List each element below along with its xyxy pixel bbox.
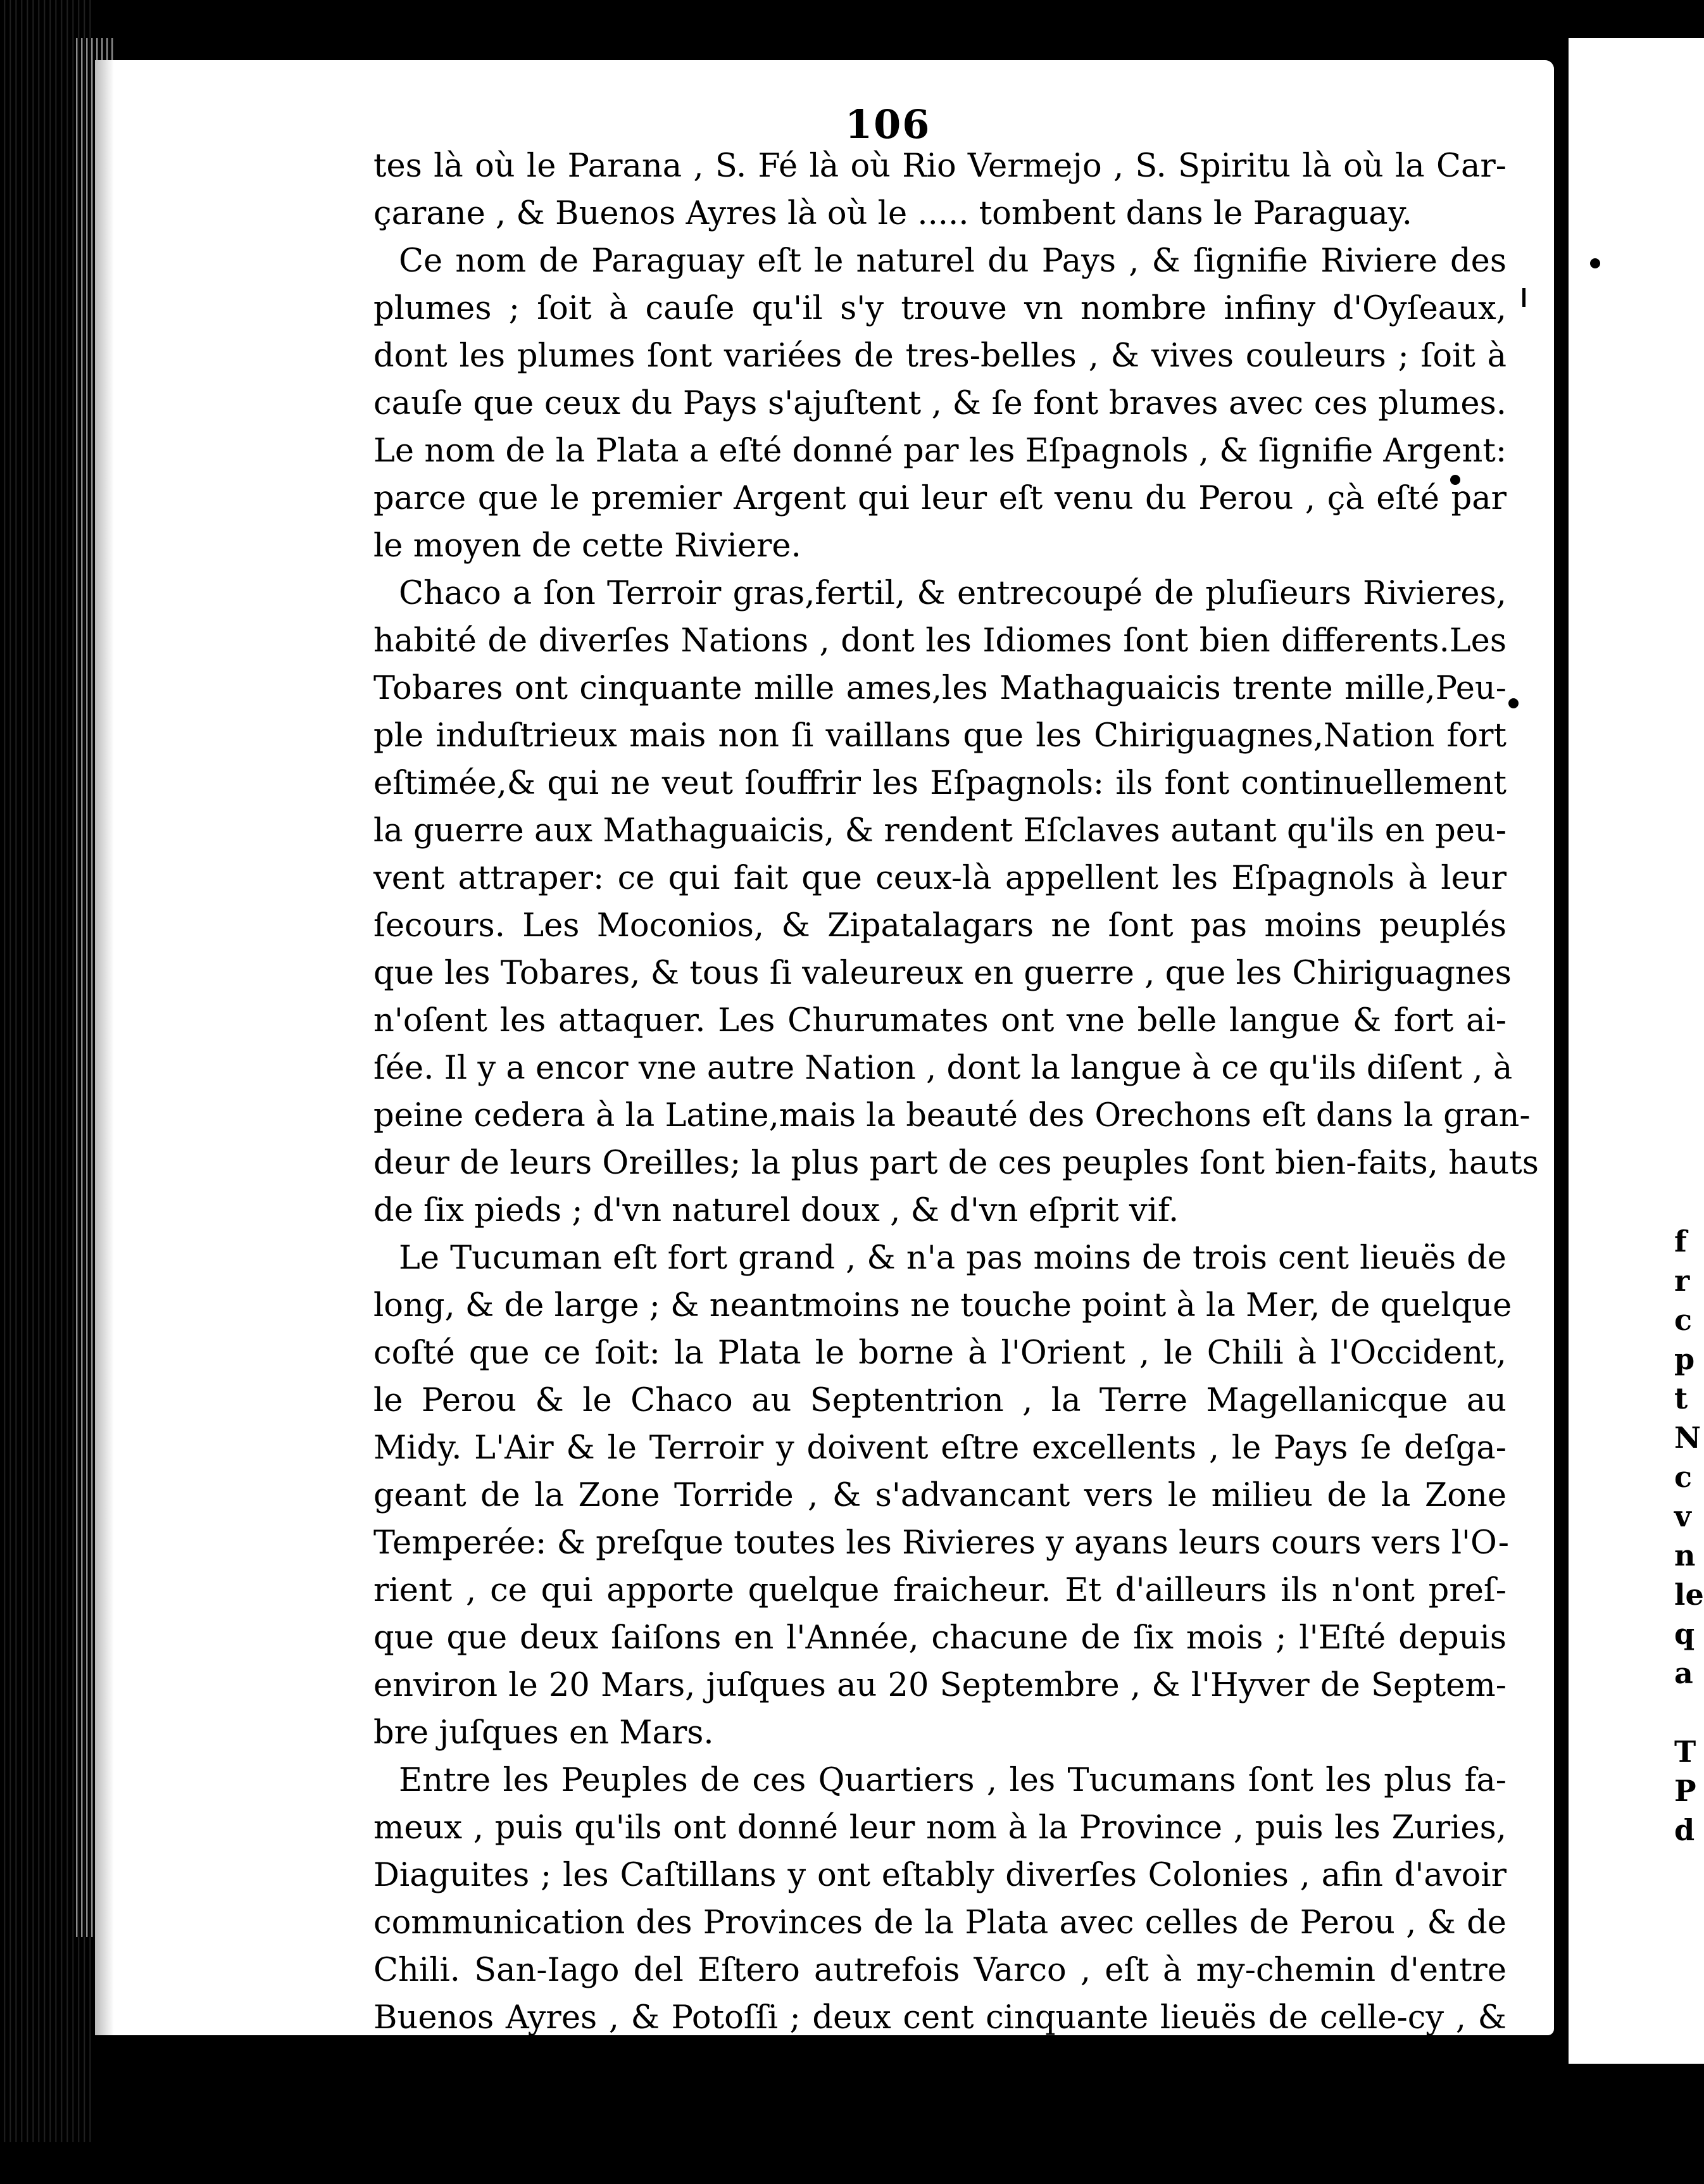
page-gutter-shadow <box>95 60 114 2035</box>
right-page-glyph: t <box>1674 1381 1688 1415</box>
right-page-glyph: N <box>1674 1421 1701 1455</box>
right-page-glyph: n <box>1674 1538 1696 1572</box>
text-line: plumes ; ſoit à cauſe qu'il s'y trouve vn nombre infiny d'Oyſeaux, <box>373 290 1507 327</box>
right-page-glyph: r <box>1674 1264 1690 1298</box>
right-page-glyph: le <box>1674 1578 1704 1612</box>
text-line: Buenos Ayres , & Potoſſi ; deux cent cinquante lieuës de celle-cy , & <box>373 1999 1507 2037</box>
text-line: Diaguites ; les Caſtillans y ont eſtably diverſes Colonies , afin d'avoir <box>373 1857 1507 1894</box>
page-number: 106 <box>845 101 931 147</box>
right-page-glyph: p <box>1674 1342 1695 1376</box>
text-line: environ le 20 Mars, juſques au 20 Septembre , & l'Hyver de Septem- <box>373 1667 1507 1704</box>
text-line: que les Tobares, & tous ſi valeureux en guerre , que les Chiriguagnes <box>373 955 1512 992</box>
text-line: deur de leurs Oreilles; la plus part de ces peuples ſont bien-faits, hauts <box>373 1145 1539 1182</box>
text-line: tes là où le Parana , S. Fé là où Rio Vermejo , S. Spiritu là où la Car- <box>373 147 1507 185</box>
text-line: Chili. San-Iago del Eſtero autrefois Varco , eſt à my-chemin d'entre <box>373 1952 1507 1989</box>
right-page-glyph: c <box>1674 1303 1693 1337</box>
right-page-glyph: P <box>1674 1774 1696 1808</box>
text-line: le moyen de cette Riviere. <box>373 527 801 565</box>
text-line: geant de la Zone Torride , & s'advancant vers le milieu de la Zone <box>373 1477 1507 1514</box>
right-page-glyph <box>1674 1693 1700 1732</box>
text-line: le Perou & le Chaco au Septentrion , la Terre Magellanicque au <box>373 1382 1507 1419</box>
text-line: Chaco a ſon Terroir gras,fertil, & entrecoupé de pluſieurs Rivieres, <box>399 575 1507 612</box>
text-line: la guerre aux Mathaguaicis, & rendent Eſclaves autant qu'ils en peu- <box>373 812 1507 850</box>
text-line: meux , puis qu'ils ont donné leur nom à la Province , puis les Zuries, <box>373 1809 1507 1847</box>
text-line: coſté que ce ſoit: la Plata le borne à l'Orient , le Chili à l'Occident, <box>373 1334 1507 1372</box>
body-text <box>373 142 1539 2184</box>
text-line: rient , ce qui apporte quelque fraicheur. Et d'ailleurs ils n'ont preſ- <box>373 1572 1507 1609</box>
text-line: Le nom de la Plata a eſté donné par les Eſpagnols , & ſignifie Argent: <box>373 432 1507 470</box>
text-line: Laine , du Coton , de la Cochenille , du Guede , dont ils font & tein- <box>373 2142 1507 2179</box>
right-page-glyph: T <box>1674 1735 1696 1769</box>
right-page-text-fragment <box>1674 1222 1704 1850</box>
text-line: n'oſent les attaquer. Les Churumates ont vne belle langue & fort ai- <box>373 1002 1507 1039</box>
text-line: ſée. Il y a encor vne autre Nation , dont la langue à ce qu'ils diſent , à <box>373 1050 1513 1087</box>
text-line: communication des Provinces de la Plata avec celles de Perou , & de <box>373 1904 1507 1942</box>
text-line: Midy. L'Air & le Terroir y doivent eſtre excellents , le Pays ſe deſga- <box>373 1429 1507 1467</box>
ink-speck <box>1590 258 1600 268</box>
text-line: ple induſtrieux mais non ſi vaillans que les Chiriguagnes,Nation fort <box>373 717 1507 755</box>
ink-speck <box>1508 698 1519 708</box>
text-line: Temperée: & preſque toutes les Rivieres y ayans leurs cours vers l'O- <box>373 1524 1509 1562</box>
text-line: ſecours. Les Moconios, & Zipatalagars ne ſont pas moins peuplés <box>373 907 1507 945</box>
text-line: Entre les Peuples de ces Quartiers , les Tucumans ſont les plus fa- <box>399 1762 1507 1799</box>
right-page-glyph: a <box>1674 1656 1693 1690</box>
text-line: eſtimée,& qui ne veut ſouffrir les Eſpagnols: ils font continuellement <box>373 765 1507 802</box>
text-line: Tobares ont cinquante mille ames,les Mathaguaicis trente mille,Peu- <box>373 670 1507 707</box>
text-line: vent attraper: ce qui fait que ceux-là appellent les Eſpagnols à leur <box>373 860 1507 897</box>
text-line: dont les plumes ſont variées de tres-belles , & vives couleurs ; ſoit à <box>373 337 1507 375</box>
text-line: cauſe que ceux du Pays s'ajuſtent , & ſe font braves avec ces plumes. <box>373 385 1507 422</box>
right-page-glyph: q <box>1674 1617 1695 1651</box>
text-line: bre juſques en Mars. <box>373 1714 714 1752</box>
text-line: çarane , & Buenos Ayres là où le ..... tombent dans le Paraguay. <box>373 195 1412 232</box>
text-line: que que deux ſaiſons en l'Année, chacune de ſix mois ; l'Eſté depuis <box>373 1619 1507 1657</box>
text-line: peu moins de l'autre. Vn Eveſque , le Gouverneur de la Province , & <box>373 2047 1507 2084</box>
right-page-glyph: d <box>1674 1813 1695 1847</box>
text-line: Ce nom de Paraguay eſt le naturel du Pays , & ſignifie Riviere des <box>399 242 1507 280</box>
text-line: divers autres Officiers du Roy y demeurent. Le Terroir fournit de la <box>373 2094 1507 2131</box>
text-line: habité de diverſes Nations , dont les Idiomes ſont bien differents.Les <box>373 622 1507 660</box>
right-page-glyph: c <box>1674 1460 1693 1494</box>
right-page-glyph: f <box>1674 1224 1687 1258</box>
ink-mark <box>1522 288 1525 307</box>
text-line: peine cedera à la Latine,mais la beauté des Orechons eſt dans la gran- <box>373 1097 1531 1134</box>
text-line: long, & de large ; & neantmoins ne touche point à la Mer, de quelque <box>373 1287 1512 1324</box>
text-line: Le Tucuman eſt fort grand , & n'a pas moins de trois cent lieuës de <box>399 1239 1507 1277</box>
text-line: de ſix pieds ; d'vn naturel doux , & d'vn eſprit vif. <box>373 1192 1179 1229</box>
text-line: parce que le premier Argent qui leur eſt venu du Perou , çà eſté par <box>373 480 1507 517</box>
right-page-glyph: v <box>1674 1499 1691 1533</box>
